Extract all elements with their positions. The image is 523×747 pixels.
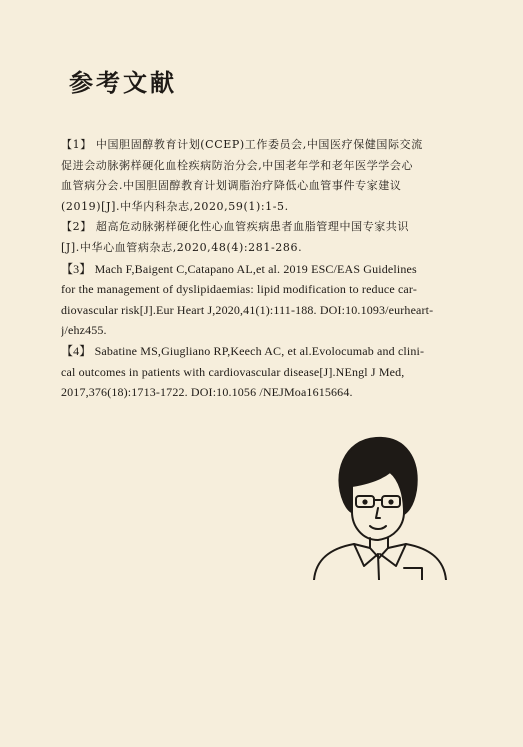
reference-line: 促进会动脉粥样硬化血栓疾病防治分会,中国老年学和老年医学学会心 (61, 158, 414, 172)
page-title: 参考文献 (69, 68, 177, 97)
reference-line: 【3】 Mach F,Baigent C,Catapano AL,et al. 2019 ESC/EAS Guidelines (61, 261, 417, 276)
reference-line: [J].中华心血管病杂志,2020,48(4):281-286. (61, 240, 303, 254)
reference-item-3 (61, 259, 466, 341)
reference-line: 2017,376(18):1713-1722. DOI:10.1056 /NEJMoa1615664. (61, 385, 353, 400)
reference-list (61, 135, 466, 403)
reference-item-4 (61, 341, 466, 403)
reference-line: 【1】 中国胆固醇教育计划(CCEP)工作委员会,中国医疗保健国际交流 (61, 138, 423, 151)
reference-line: for the management of dyslipidaemias: lipid modification to reduce car- (61, 282, 417, 297)
reference-line: diovascular risk[J].Eur Heart J,2020,41(1):111-188. DOI:10.1093/eurheart- (61, 302, 434, 317)
reference-line: 【4】 Sabatine MS,Giugliano RP,Keech AC, et al.Evolocumab and clini- (61, 343, 425, 358)
reference-line: 血管病分会.中国胆固醇教育计划调脂治疗降低心血管事件专家建议 (61, 179, 402, 193)
reference-item-1 (61, 135, 466, 217)
doctor-portrait-icon (300, 430, 460, 580)
reference-item-2 (61, 217, 466, 258)
reference-line: (2019)[J].中华内科杂志,2020,59(1):1-5. (61, 199, 289, 213)
reference-line: cal outcomes in patients with cardiovascular disease[J].NEngl J Med, (61, 364, 405, 379)
reference-line: 【2】 超高危动脉粥样硬化性心血管疾病患者血脂管理中国专家共识 (61, 220, 410, 234)
reference-line: j/ehz455. (61, 323, 107, 338)
